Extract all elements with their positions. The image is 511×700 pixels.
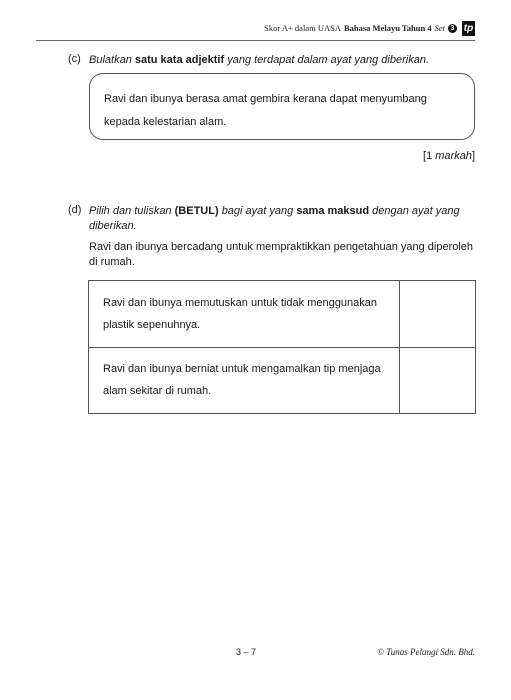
question-d-instruction-part2: bagi ayat yang [221,205,294,217]
set-number-badge: 3 [448,24,457,33]
question-d-instruction-bold1: (BETUL) [174,205,219,217]
option-2-answer-cell[interactable] [399,347,475,414]
question-d-instruction [89,204,475,234]
mark-number: 1 [426,150,433,162]
question-c-instruction-part1: Bulatkan [89,54,132,66]
question-d-stem: Ravi dan ibunya bercadang untuk mempraktikkan pengetahuan yang diperoleh di rumah. [89,241,474,268]
mark-close-bracket: ] [471,150,475,162]
option-1-answer-cell[interactable] [399,281,475,348]
page-header [264,20,475,36]
page-number: 3 – 7 [236,647,257,657]
table-row [89,281,476,348]
question-d-instruction-part1: Pilih dan tuliskan [89,205,172,217]
question-d-options-table [88,280,476,414]
question-d-label: (d) [68,204,82,216]
question-c-instruction [89,53,475,68]
table-row [89,347,476,414]
question-c-label: (c) [68,53,81,65]
question-c-sentence-box[interactable] [89,73,475,140]
question-d-instruction-part3: dengan ayat yang diberikan. [89,205,460,232]
option-1-text: Ravi dan ibunya memutuskan untuk tidak menggunakan plastik sepenuhnya. [89,281,400,348]
option-2-text: Ravi dan ibunya berniat untuk mengamalkan tip menjaga alam sekitar di rumah. [89,347,400,414]
mark-word: markah [435,150,472,162]
header-rule [36,40,475,41]
question-c-instruction-part2: yang terdapat dalam ayat yang diberikan. [227,54,430,66]
mark-open-bracket: [ [423,150,427,162]
question-d-instruction-bold2: sama maksud [296,205,370,217]
publisher-logo-icon: tp [463,22,474,34]
question-c-sentence: Ravi dan ibunya berasa amat gembira kerana dapat menyumbang kepada kelestarian alam. [104,93,427,128]
copyright-notice: © Tunas Pelangi Sdn. Bhd. [377,647,475,657]
question-c-mark [423,150,475,162]
header-book-title: Skor A+ dalam UASA [264,23,341,33]
header-set-label: Set [434,23,445,33]
header-subject: Bahasa Melayu Tahun 4 [343,23,432,33]
question-c-instruction-bold: satu kata adjektif [134,54,225,66]
